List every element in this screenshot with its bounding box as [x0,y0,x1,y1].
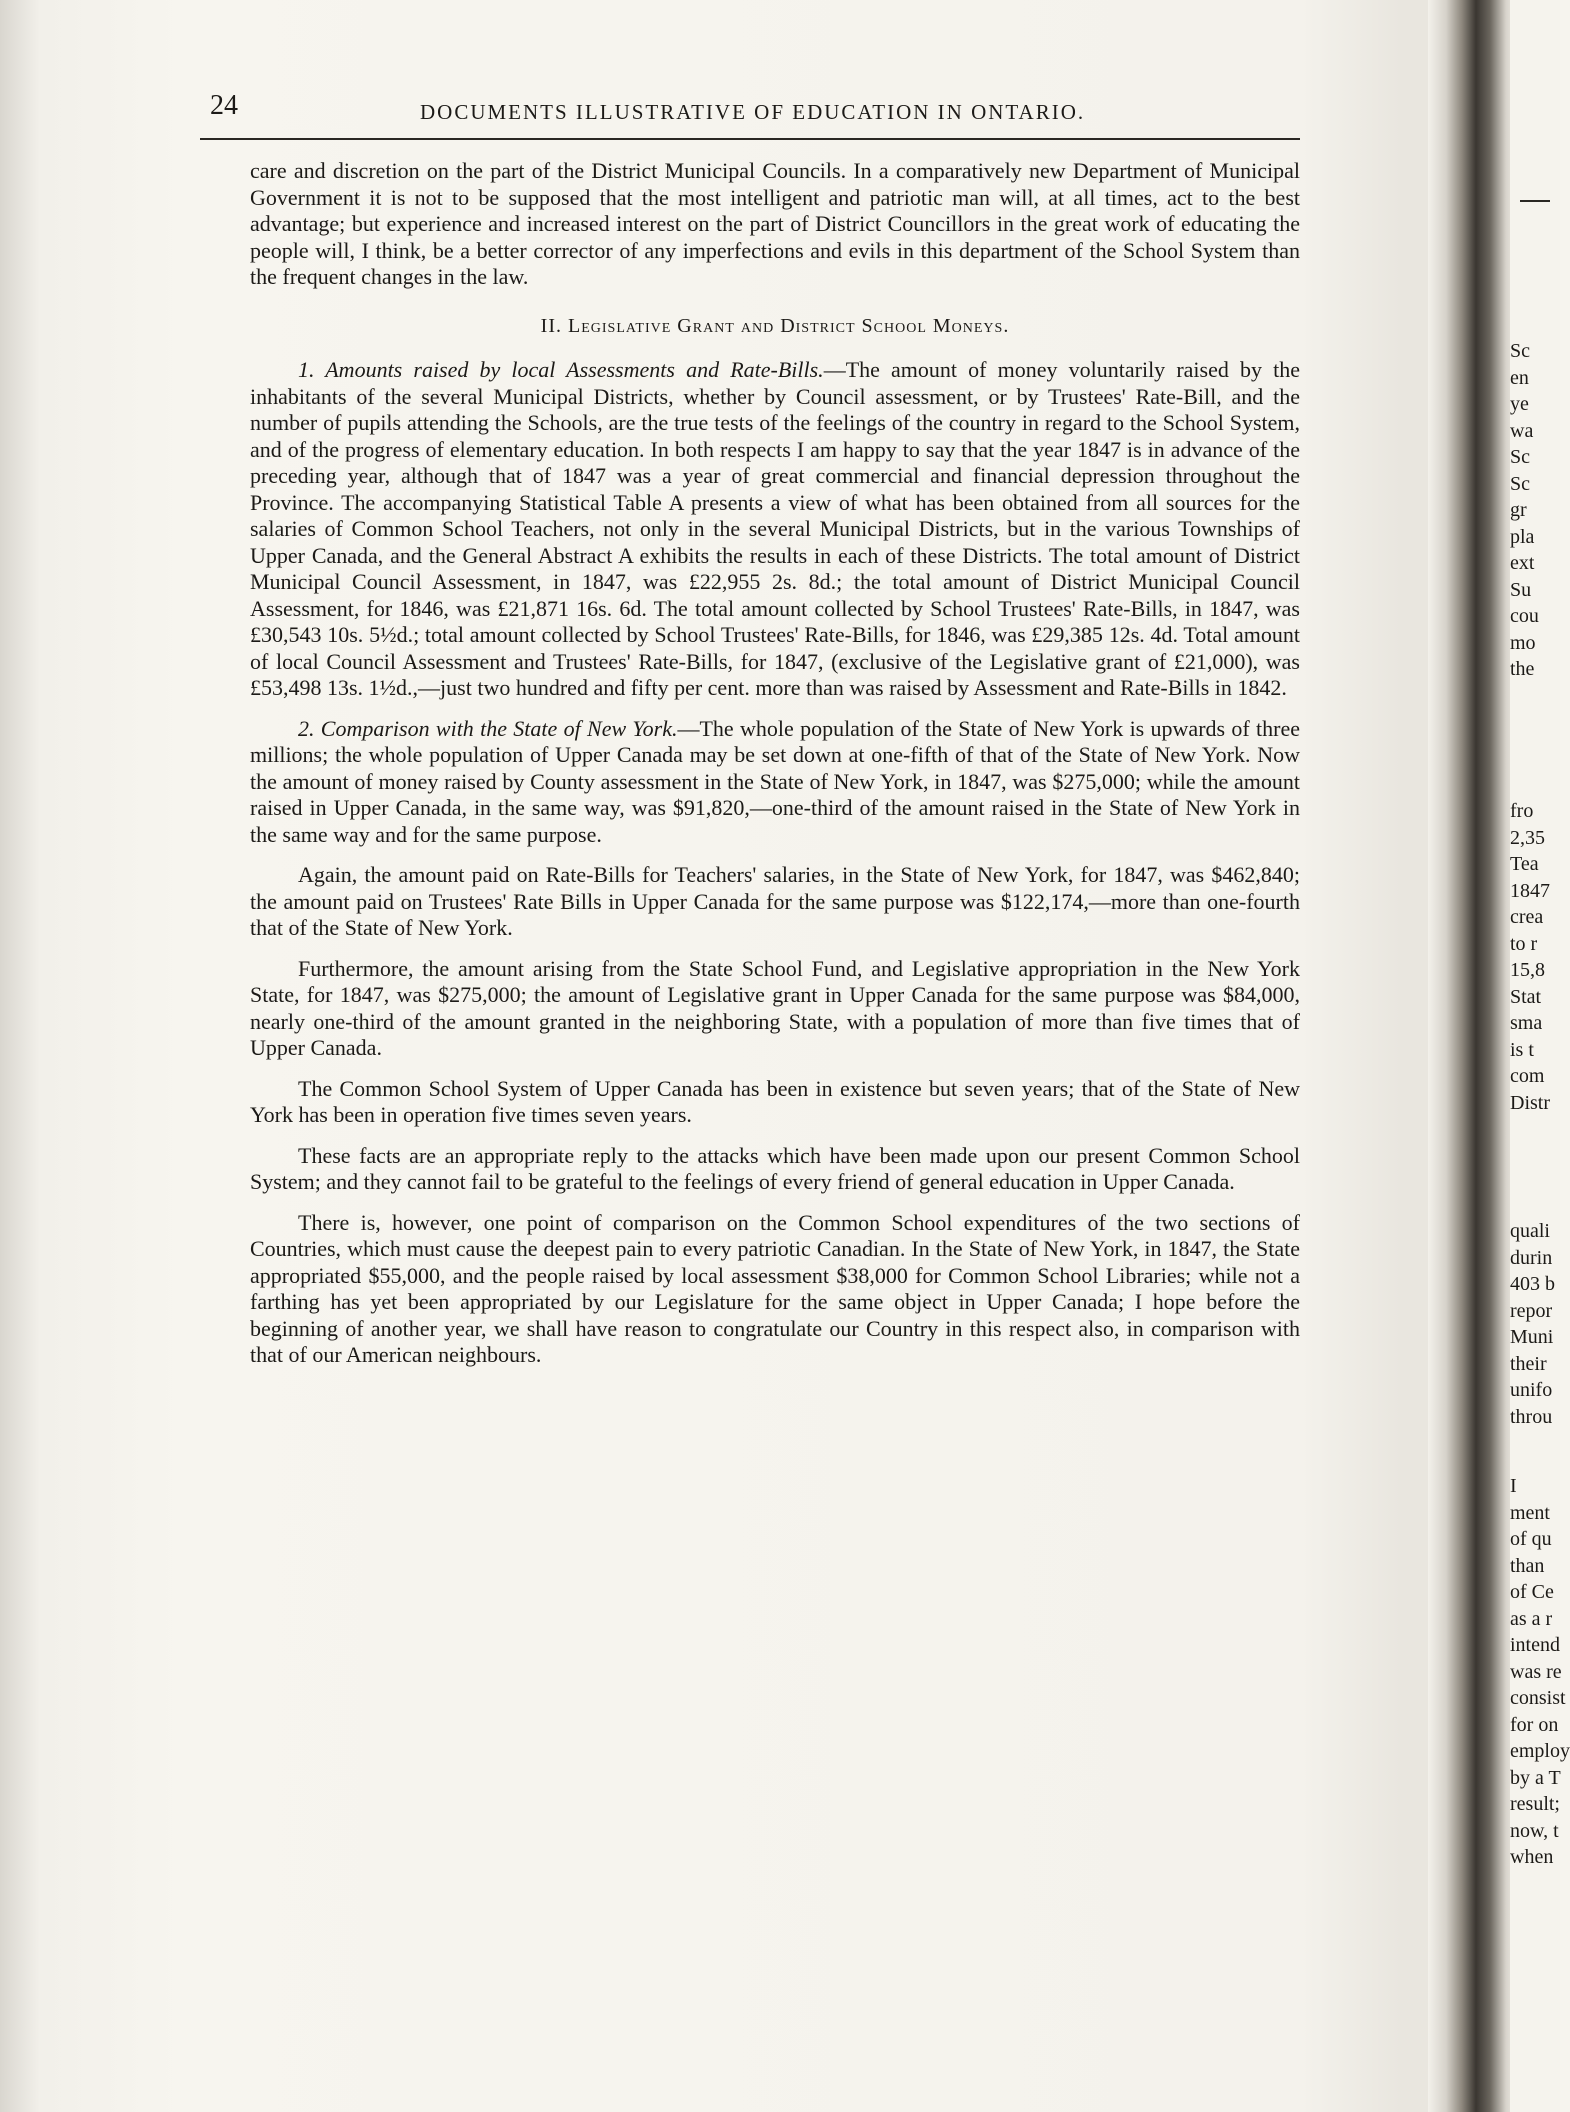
paragraph-2-heading: 2. Comparison with the State of New York. [298,715,678,741]
facing-page-fragment: 2,35 [1510,826,1545,849]
facing-page-fragment: when [1510,1846,1554,1868]
page-header [200,80,1300,140]
facing-page-fragment: employ [1510,1740,1570,1762]
facing-page-fragment: com [1510,1065,1545,1087]
paragraph-3: Again, the amount paid on Rate-Bills for Teachers' salaries, in the State of New York, for 1847, was $462,840; the amount paid on Trustees' Rate Bills in Upper Canada for the same purpose was $122,174,—more than one-fourth that of the State of New York. [250,862,1300,940]
section-heading: II. Legislative Grant and District School Moneys. [540,314,1010,337]
facing-page-edge [1510,0,1570,2112]
facing-page-fragment: ext [1510,552,1535,574]
facing-page-fragment: as a r [1510,1607,1553,1630]
facing-page-fragment: Distr [1510,1091,1550,1114]
facing-page-fragment: en [1510,366,1529,389]
paragraph-5: The Common School System of Upper Canada has been in existence but seven years; that of the State of New York has been in operation five times seven years. [250,1075,1300,1127]
paragraph-1-text: —The amount of money voluntarily raised by the inhabitants of the several Municipal Districts, whether by Council assessment, or by Trustees' Rate-Bill, and the number of pupils attending the Schools, are the true tests of the feelings of the country in regard to the School System, and of the progress of elementary education. In both respects I am happy to say that the year 1847 is in advance of the preceding year, although that of 1847 was a year of great commercial and financial depression throughout the Province. The accompanying Statistical Table A presents a view of what has been obtained from all sources for the salaries of Common School Teachers, not only in the several Municipal Districts, but in the various Townships of Upper Canada, and the General Abstract A exhibits the results in each of these Districts. The total amount of District Municipal Council Assessment, in 1847, was £22,955 2s. 8d.; the total amount of District Municipal Council Assessment, for 1846, was £21,871 16s. 6d. The total amount collected by School Trustees' Rate-Bills, in 1847, was £30,543 10s. 5½d.; total amount collected by School Trustees' Rate-Bills, for 1846, was £29,385 12s. 4d. Total amount of local Council Assessment and Trustees' Rate-Bills, for 1847, (exclusive of the Legislative grant of £21,000), was £53,498 13s. 1½d.,—just two hundred and fifty per cent. more than was raised by Assessment and Rate-Bills in 1842. [250,357,1300,700]
facing-page-fragment: result; [1510,1793,1560,1815]
facing-page-fragment: Sc [1510,472,1530,495]
facing-page-header-rule [1520,200,1550,202]
facing-page-fragment: crea [1510,906,1544,928]
paragraph-1-heading: 1. Amounts raised by local Assessments and Rate-Bills. [298,357,824,382]
facing-page-fragment: Stat [1510,985,1542,1008]
facing-page-fragment: fro [1510,800,1534,822]
facing-page-fragment: Su [1510,578,1532,601]
facing-page-fragment: 403 b [1510,1273,1555,1295]
facing-page-fragment: durin [1510,1246,1553,1269]
facing-page-fragment: wa [1510,419,1534,442]
facing-page-fragment: 1847 [1510,879,1550,902]
facing-page-fragment: throu [1510,1405,1553,1428]
facing-page-fragment: cou [1510,605,1539,627]
facing-page-fragment: their [1510,1352,1547,1375]
body-text [250,158,1300,1369]
facing-page-fragment: Tea [1510,853,1539,875]
facing-page-fragment: is t [1510,1038,1534,1061]
paragraph-1 [250,357,1300,702]
paragraph-6: These facts are an appropriate reply to the attacks which have been made upon our present Common School System; and they cannot fail to be grateful to the feelings of every friend of general education in Upper Canada. [250,1142,1300,1194]
facing-page-fragment: Sc [1510,340,1530,362]
running-title: DOCUMENTS ILLUSTRATIVE OF EDUCATION IN ONTARIO. [420,100,1086,124]
facing-page-fragment: Muni [1510,1326,1554,1348]
facing-page-fragment: ment [1510,1501,1550,1524]
paragraph-7: There is, however, one point of comparison on the Common School expenditures of the two sections of Countries, which must cause the deepest pain to every patriotic Canadian. In the State of New York, in 1847, the State appropriated $55,000, and the people raised by local assessment $38,000 for Common School Libraries; while not a farthing has yet been appropriated by our Legislature for the same object in Upper Canada; I hope before the beginning of another year, we shall have reason to congratulate our Country in this respect also, in comparison with that of our American neighbours. [250,1209,1300,1367]
facing-page-fragment: 15,8 [1510,959,1545,981]
facing-page-fragment: ye [1510,393,1529,415]
facing-page-fragment: was re [1510,1660,1562,1683]
facing-page-fragment: sma [1510,1012,1543,1034]
facing-page-fragment: quali [1510,1220,1550,1242]
paragraph-2 [250,716,1300,849]
paragraph-4: Furthermore, the amount arising from the State School Fund, and Legislative appropriation in the New York State, for 1847, was $275,000; the amount of Legislative grant in Upper Canada for the same purpose was $84,000, nearly one-third of the amount granted in the neighboring State, with a population of more than five times that of Upper Canada. [250,955,1300,1060]
facing-page-fragment: the [1510,658,1535,680]
page-number: 24 [210,90,238,121]
facing-page-fragment: than [1510,1554,1545,1577]
facing-page-fragment: to r [1510,932,1538,955]
facing-page-fragment: gr [1510,499,1527,521]
facing-page-fragment: of qu [1510,1528,1552,1550]
facing-page-fragment: I [1510,1475,1517,1497]
facing-page-fragment: intend [1510,1634,1560,1656]
facing-page-fragment: of Ce [1510,1581,1554,1603]
facing-page-fragment: unifo [1510,1379,1553,1401]
facing-page-fragment: consist [1510,1687,1566,1709]
facing-page-fragment: mo [1510,631,1536,654]
book-spine-gutter [1428,0,1518,2112]
intro-paragraph: care and discretion on the part of the District Municipal Councils. In a comparatively new Department of Municipal Government it is not to be supposed that the most intelligent and patriotic man will, at all times, act to the best advantage; but experience and increased interest on the part of District Councillors in the great work of educating the people will, I think, be a better corrector of any imperfections and evils in this department of the School System than the frequent changes in the law. [250,158,1300,289]
facing-page-fragment: for on [1510,1713,1559,1736]
facing-page-fragment: Sc [1510,446,1530,468]
facing-page-fragment: by a T [1510,1766,1561,1789]
left-page [200,80,1300,1383]
facing-page-fragment: repor [1510,1299,1553,1322]
facing-page-fragment: now, t [1510,1819,1559,1842]
paragraph-2-text: —The whole population of the State of New York is upwards of three millions; the whole population of Upper Canada may be set down at one-fifth of that of the State of New York. Now the amount of money raised by County assessment in the State of New York, in 1847, was $275,000; while the amount raised in Upper Canada, in the same way, was $91,820,—one-third of the amount raised in the State of New York in the same way and for the same purpose. [250,715,1300,847]
facing-page-fragment: pla [1510,525,1535,548]
